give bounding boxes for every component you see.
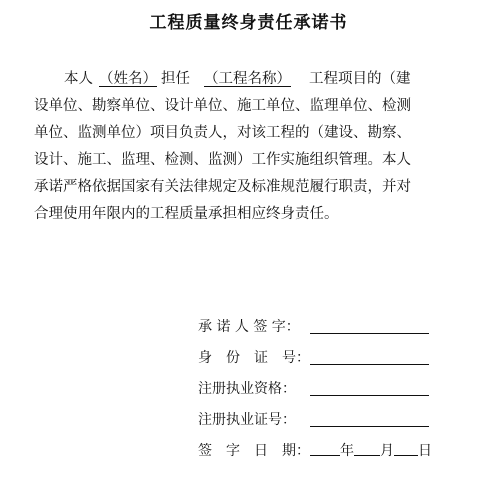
commitment-paragraph [34, 66, 474, 228]
certificate-number-label: 注册执业证号： [198, 412, 296, 428]
text-prefix: 本人 [64, 71, 93, 87]
promisor-signature-field[interactable] [310, 333, 429, 334]
paragraph-line-1 [34, 66, 474, 93]
qualification-field[interactable] [310, 395, 429, 396]
paragraph-line-3: 单位、监测单位）项目负责人，对该工程的（建设、勘察、 [34, 125, 411, 141]
month-field[interactable] [354, 440, 380, 456]
text-middle: 担任 [161, 71, 190, 87]
paragraph-line-5: 承诺严格依据国家有关法律规定及标准规范履行职责，并对 [34, 179, 411, 195]
qualification-label: 注册执业资格： [198, 381, 296, 397]
paragraph-line-6: 合理使用年限内的工程质量承担相应终身责任。 [34, 206, 339, 222]
paragraph-line-2: 设单位、勘察单位、设计单位、施工单位、监理单位、检测 [34, 98, 411, 114]
day-label: 日 [418, 443, 432, 459]
year-label: 年 [340, 443, 354, 459]
paragraph-line-4: 设计、施工、监理、检测、监测）工作实施组织管理。本人 [34, 152, 411, 168]
year-field[interactable] [310, 440, 340, 456]
day-field[interactable] [394, 440, 418, 456]
promisor-signature-label: 承 诺 人 签 字： [198, 319, 300, 335]
project-name-blank: （工程名称） [204, 71, 291, 87]
certificate-number-field[interactable] [310, 426, 429, 427]
text-suffix: 工程项目的（建 [309, 71, 411, 87]
sign-date-field [310, 440, 432, 460]
document-title: 工程质量终身责任承诺书 [149, 13, 348, 33]
id-number-label: 身 份 证 号： [198, 350, 310, 366]
id-number-field[interactable] [310, 364, 429, 365]
sign-date-label: 签 字 日 期： [198, 443, 310, 459]
name-blank: （姓名） [99, 71, 157, 87]
month-label: 月 [380, 443, 394, 459]
